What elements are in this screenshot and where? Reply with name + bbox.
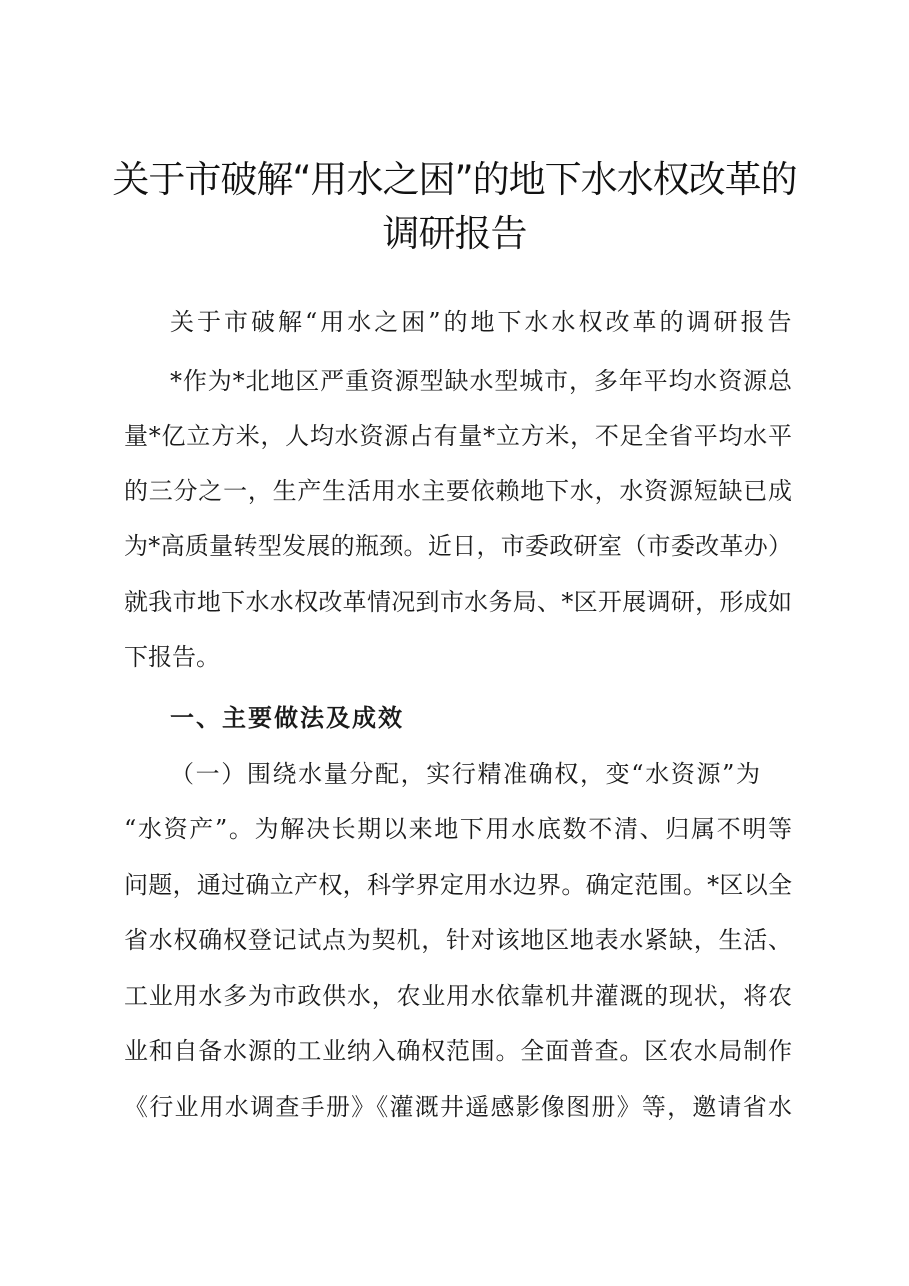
body-line: 问题，通过确立产权，科学界定用水边界。确定范围。*区以全 bbox=[124, 871, 792, 899]
body-line: *作为*北地区严重资源型缺水型城市，多年平均水资源总 bbox=[170, 367, 792, 395]
body-line: 就我市地下水水权改革情况到市水务局、*区开展调研，形成如 bbox=[124, 588, 792, 616]
body-line: “水资产”。为解决长期以来地下用水底数不清、归属不明等 bbox=[124, 815, 792, 843]
body-line-repeated-title: 关于市破解“用水之困”的地下水水权改革的调研报告 bbox=[170, 308, 795, 336]
body-line: 为*高质量转型发展的瓶颈。近日，市委政研室（市委改革办） bbox=[124, 532, 792, 560]
subsection-heading: （一）围绕水量分配，实行精准确权，变“水资源”为 bbox=[170, 760, 760, 788]
body-line: 工业用水多为市政供水，农业用水依靠机井灌溉的现状，将农 bbox=[124, 982, 792, 1010]
body-line: 的三分之一，生产生活用水主要依赖地下水，水资源短缺已成 bbox=[124, 477, 792, 505]
body-line: 量*亿立方米，人均水资源占有量*立方米，不足全省平均水平 bbox=[124, 422, 792, 450]
body-line: 省水权确权登记试点为契机，针对该地区地表水紧缺，生活、 bbox=[124, 926, 792, 954]
section-heading: 一、主要做法及成效 bbox=[170, 704, 404, 732]
document-title-line-2: 调研报告 bbox=[382, 212, 527, 255]
body-line: 下报告。 bbox=[124, 643, 220, 671]
body-line: 《行业用水调查手册》《灌溉井遥感影像图册》等，邀请省水 bbox=[124, 1093, 792, 1121]
body-line: 业和自备水源的工业纳入确权范围。全面普查。区农水局制作 bbox=[124, 1037, 792, 1065]
document-title-line-1: 关于市破解“用水之困”的地下水水权改革的 bbox=[112, 158, 797, 201]
